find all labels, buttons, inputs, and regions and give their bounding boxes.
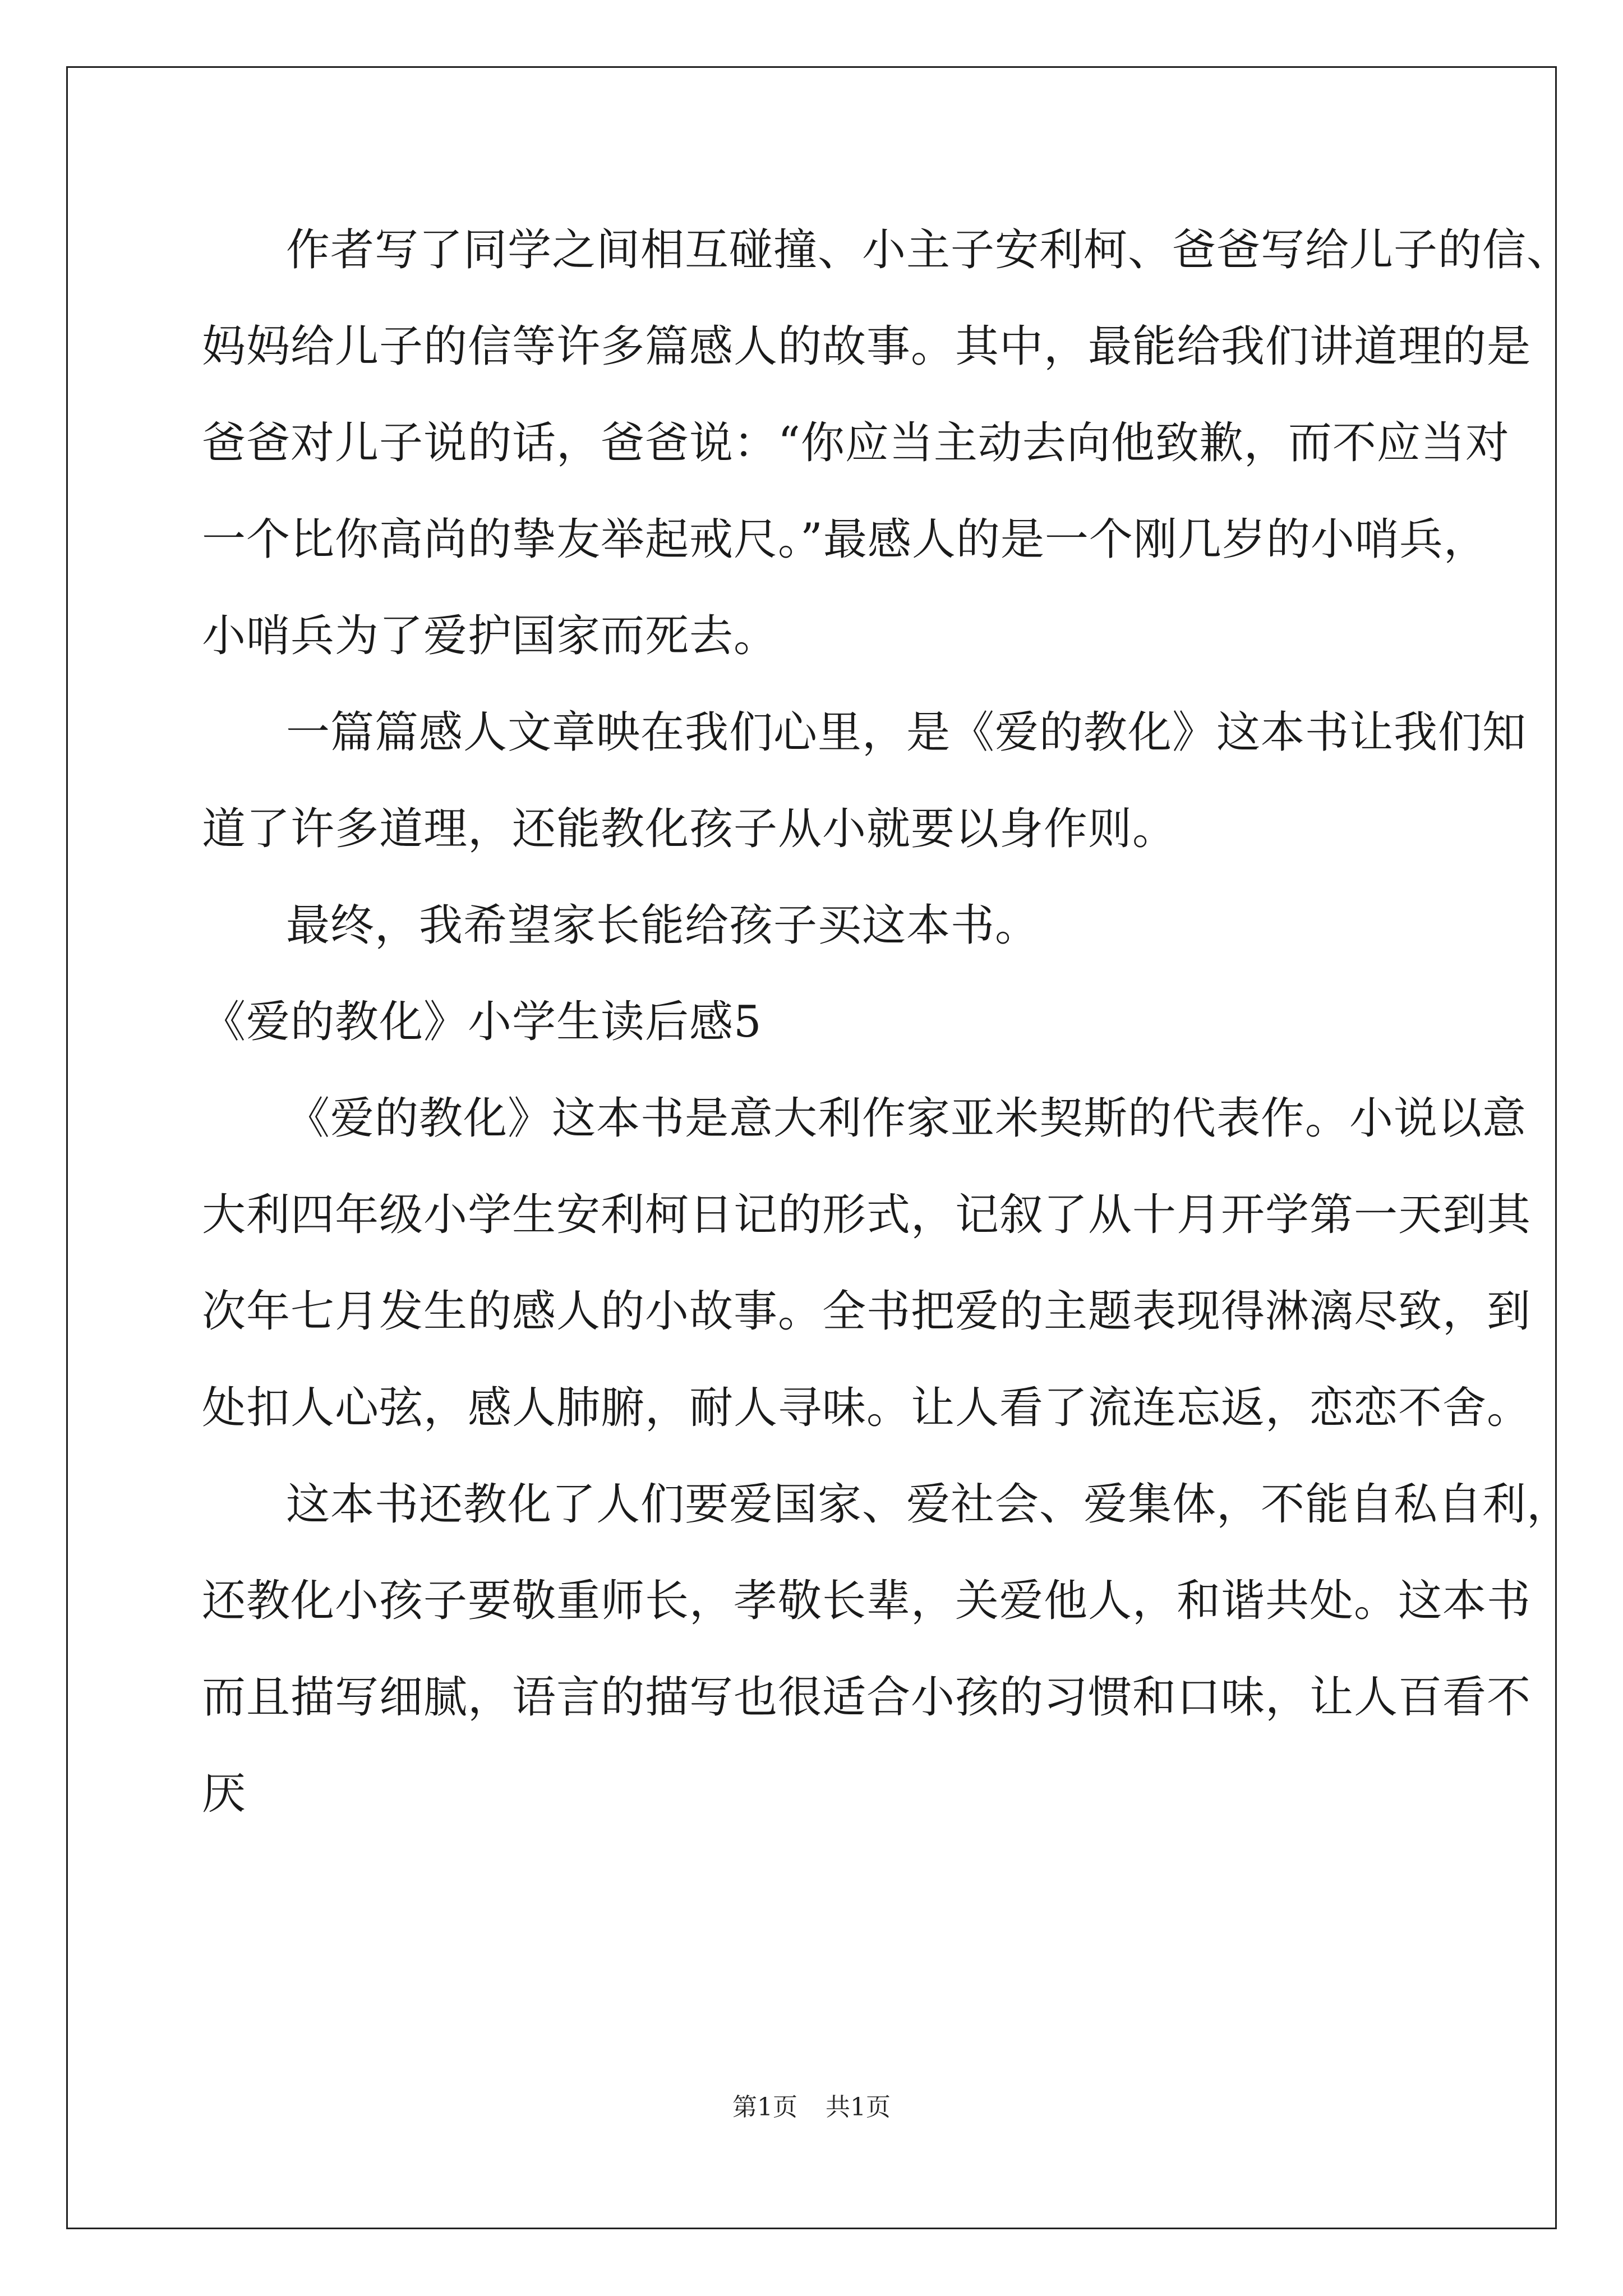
page-number: 第1页 <box>732 2093 797 2122</box>
text-line: 大利四年级小学生安利柯日记的形式，记叙了从十月开学第一天到其 <box>202 1190 1532 1240</box>
text-line: 小哨兵为了爱护国家而死去。 <box>202 611 778 661</box>
page-footer <box>0 2087 1623 2123</box>
text-line: 妈妈给儿子的信等许多篇感人的故事。其中，最能给我们讲道理的是 <box>202 321 1532 372</box>
text-line: 处扣人心弦，感人肺腑，耐人寻味。让人看了流连忘返，恋恋不舍。 <box>202 1383 1532 1433</box>
text-line: 道了许多道理，还能教化孩子从小就要以身作则。 <box>202 804 1177 854</box>
text-line: 作者写了同学之间相互碰撞、小主子安利柯、爸爸写给儿子的信、 <box>286 225 1571 275</box>
text-line: 厌 <box>202 1769 247 1819</box>
text-line: 爸爸对儿子说的话，爸爸说：“你应当主动去向他致歉，而不应当对 <box>202 418 1510 468</box>
section-heading: 《爱的教化》小学生读后感5 <box>202 997 762 1047</box>
text-line: 最终，我希望家长能给孩子买这本书。 <box>286 900 1040 951</box>
text-line: 一篇篇感人文章映在我们心里，是《爱的教化》这本书让我们知 <box>286 707 1527 758</box>
text-line: 次年七月发生的感人的小故事。全书把爱的主题表现得淋漓尽致，到 <box>202 1286 1532 1337</box>
page-total: 共1页 <box>826 2093 891 2122</box>
text-line: 这本书还教化了人们要爱国家、爱社会、爱集体，不能自私自利， <box>286 1479 1571 1530</box>
text-line: 还教化小孩子要敬重师长，孝敬长辈，关爱他人，和谐共处。这本书 <box>202 1576 1532 1626</box>
document-body <box>202 202 1571 1842</box>
text-line: 一个比你高尚的挚友举起戒尺。”最感人的是一个刚几岁的小哨兵， <box>202 514 1488 565</box>
text-line: 而且描写细腻，语言的描写也很适合小孩的习惯和口味，让人百看不 <box>202 1672 1532 1723</box>
text-line: 《爱的教化》这本书是意大利作家亚米契斯的代表作。小说以意 <box>286 1093 1527 1144</box>
